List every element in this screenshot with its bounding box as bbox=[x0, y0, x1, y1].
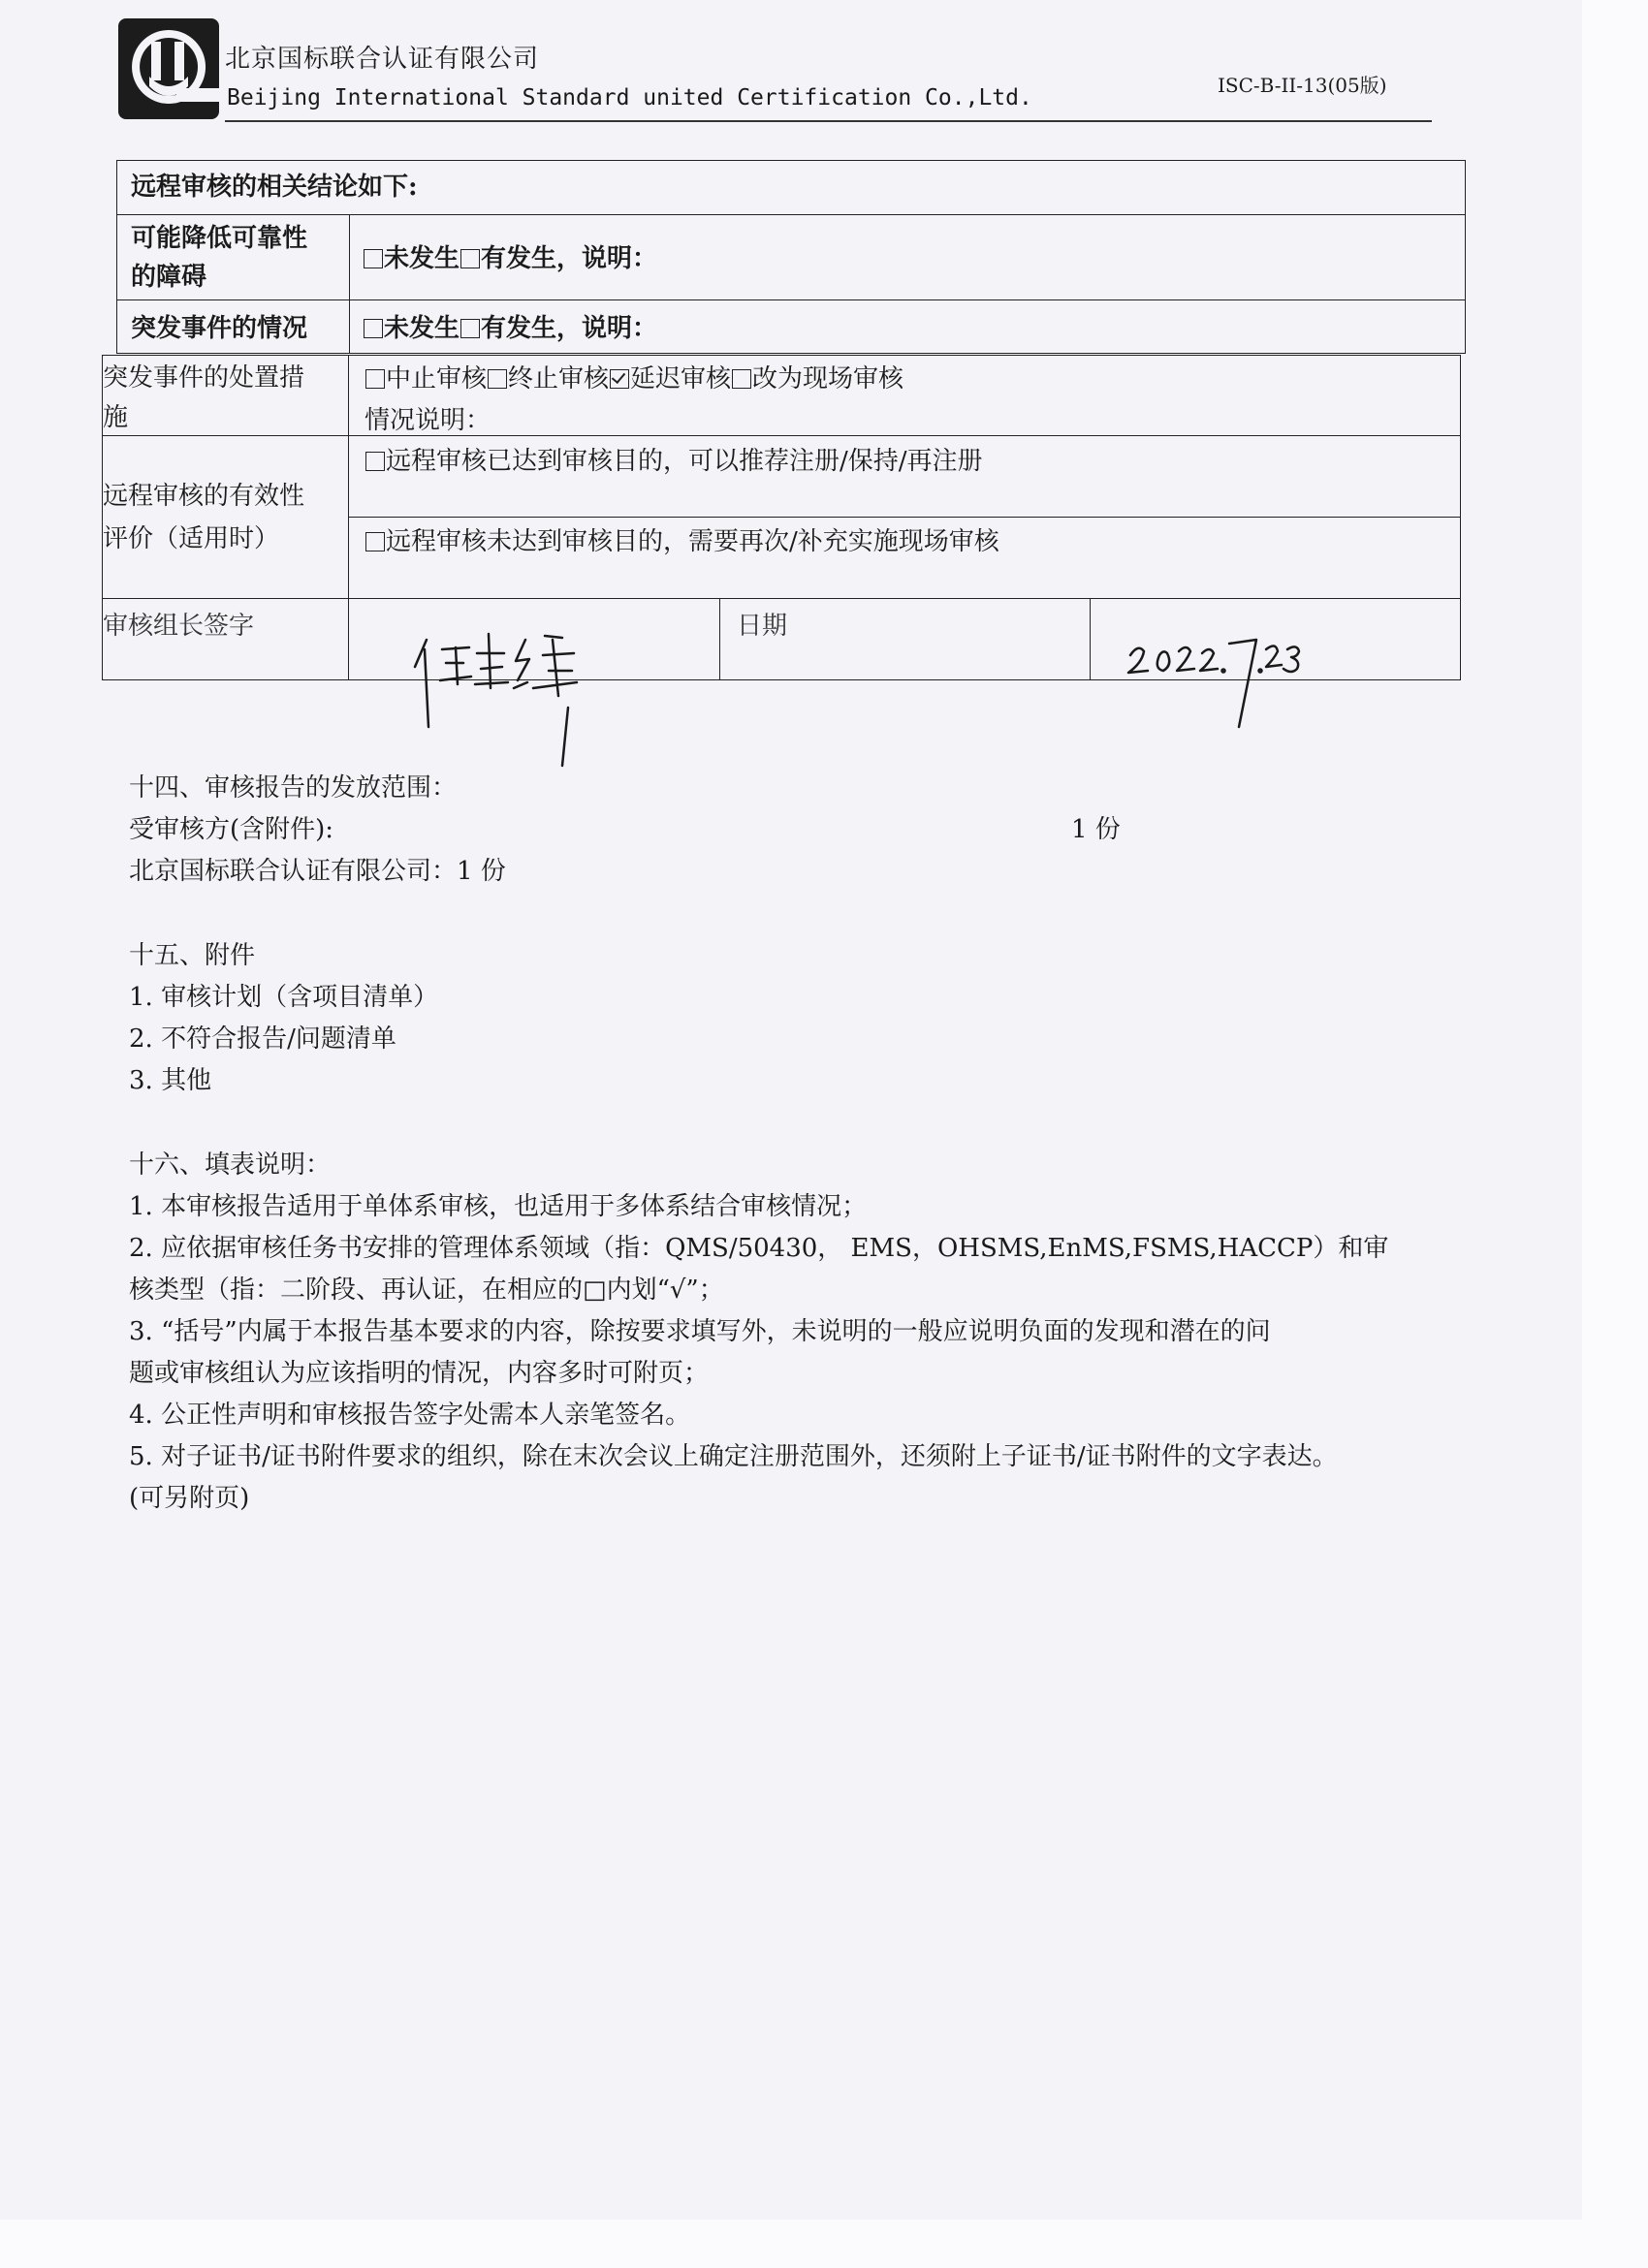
table-rule bbox=[348, 355, 349, 680]
row-label-measures: 突发事件的处置措 施 bbox=[103, 363, 305, 432]
section14-line1-count: 1 份 bbox=[1071, 815, 1121, 844]
instruction-line: 5. 对子证书/证书附件要求的组织，除在末次会议上确定注册范围外，还须附上子证书/证书附件的文字表达。 bbox=[129, 1442, 1338, 1471]
leader-signature-icon bbox=[407, 620, 620, 775]
table-rule bbox=[116, 214, 1466, 215]
leader-sign-label: 审核组长签字 bbox=[103, 611, 255, 640]
checkbox-delay[interactable] bbox=[610, 369, 629, 389]
checkbox-occurred[interactable] bbox=[460, 249, 480, 268]
scan-edge bbox=[1582, 0, 1648, 2268]
checkbox-occurred[interactable] bbox=[460, 319, 480, 338]
instruction-line: (可另附页) bbox=[129, 1484, 250, 1513]
table-rule bbox=[102, 435, 1461, 436]
instruction-line: 4. 公正性声明和审核报告签字处需本人亲笔签名。 bbox=[129, 1401, 691, 1430]
row-label-validity: 远程审核的有效性 评价（适用时） bbox=[103, 482, 305, 553]
section14-line2: 北京国标联合认证有限公司：1 份 bbox=[129, 857, 506, 886]
checkbox-onsite[interactable] bbox=[732, 369, 751, 389]
table-rule bbox=[1090, 598, 1091, 680]
table-rule bbox=[349, 214, 350, 354]
table-rule bbox=[719, 598, 720, 680]
section16-heading: 十六、填表说明： bbox=[129, 1150, 332, 1180]
measures-note: 情况说明： bbox=[364, 406, 491, 435]
instruction-line: 2. 应依据审核任务书安排的管理体系领域（指：QMS/50430， EMS，OHSMS,EnMS,FSMS,HACCP）和审 bbox=[129, 1234, 1389, 1263]
row-label-obstacle: 可能降低可靠性 的障碍 bbox=[131, 224, 308, 292]
table-rule bbox=[348, 517, 1461, 518]
row-label-emergency: 突发事件的情况 bbox=[131, 314, 308, 343]
checkbox-achieved[interactable] bbox=[365, 452, 385, 471]
section14-line1-label: 受审核方(含附件): bbox=[129, 815, 334, 844]
section15-heading: 十五、附件 bbox=[129, 941, 256, 970]
checkbox-not-achieved[interactable] bbox=[365, 532, 385, 551]
company-name-cn: 北京国标联合认证有限公司 bbox=[225, 45, 540, 74]
header-rule bbox=[225, 120, 1432, 122]
validity-not-achieved: 远程审核未达到审核目的，需要再次/补充实施现场审核 bbox=[364, 521, 999, 557]
instruction-line: 1. 本审核报告适用于单体系审核，也适用于多体系结合审核情况； bbox=[129, 1192, 868, 1221]
checkbox-not-occurred[interactable] bbox=[364, 249, 383, 268]
document-code: ISC-B-II-13(05版) bbox=[1218, 74, 1387, 97]
checkbox-not-occurred[interactable] bbox=[364, 319, 383, 338]
table-rule bbox=[102, 598, 1461, 599]
company-logo-icon bbox=[116, 16, 221, 121]
checkbox-suspend[interactable] bbox=[365, 369, 385, 389]
table-rule bbox=[116, 299, 1466, 300]
attachment-item: 3. 其他 bbox=[129, 1066, 212, 1095]
instruction-line: 3. “括号”内属于本报告基本要求的内容，除按要求填写外，未说明的一般应说明负面的发现和潜在的问 bbox=[129, 1317, 1271, 1346]
row-options-obstacle: 未发生 有发生，说明： bbox=[363, 238, 657, 274]
table-title: 远程审核的相关结论如下: bbox=[131, 173, 418, 202]
attachment-item: 1. 审核计划（含项目清单） bbox=[129, 983, 439, 1012]
validity-achieved: 远程审核已达到审核目的，可以推荐注册/保持/再注册 bbox=[364, 441, 983, 477]
date-label: 日期 bbox=[737, 611, 788, 640]
measures-options: 中止审核 终止审核 延迟审核 改为现场审核 bbox=[364, 359, 903, 394]
section14-heading: 十四、审核报告的发放范围： bbox=[129, 773, 458, 803]
attachment-item: 2. 不符合报告/问题清单 bbox=[129, 1024, 396, 1054]
scan-edge-bottom bbox=[0, 2220, 1648, 2268]
instruction-line: 核类型（指：二阶段、再认证，在相应的□内划“√”； bbox=[129, 1276, 724, 1305]
row-options-emergency: 未发生 有发生，说明： bbox=[363, 308, 657, 344]
instruction-line: 题或审核组认为应该指明的情况，内容多时可附页； bbox=[129, 1359, 710, 1388]
checkbox-terminate[interactable] bbox=[488, 369, 507, 389]
company-name-en: Beijing International Standard united Certification Co.,Ltd. bbox=[227, 85, 1032, 110]
